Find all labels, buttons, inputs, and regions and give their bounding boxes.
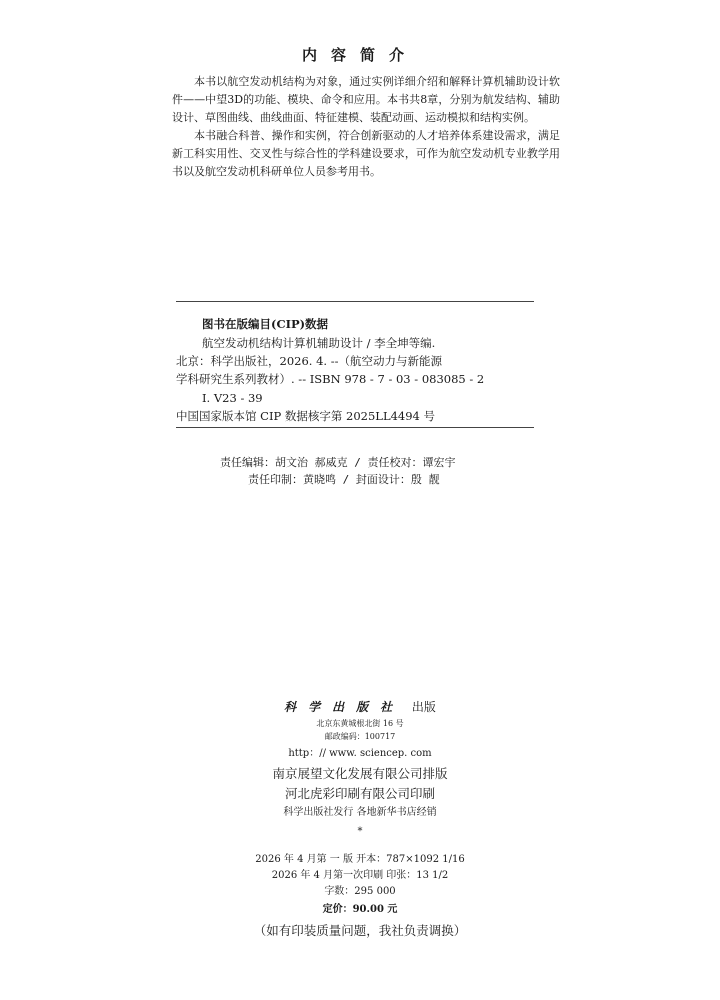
separator-star: *: [357, 826, 363, 837]
cip-line: 中国国家版本馆 CIP 数据核字第 2025LL4494 号: [176, 408, 436, 423]
word-count: 字数：295 000: [324, 886, 396, 897]
publisher-postcode: 邮政编码：100717: [324, 732, 396, 741]
cip-line: 航空发动机结构计算机辅助设计 / 李全坤等编.: [202, 336, 436, 350]
printing-line: 2026 年 4 月第一次印刷 印张：13 1/2: [271, 870, 449, 881]
distribution: 科学出版社发行 各地新华书店经销: [283, 807, 437, 818]
summary-body: [172, 73, 560, 181]
edition-line: 2026 年 4 月第 一 版 开本：787×1092 1/16: [255, 854, 465, 865]
cip-line: Ⅰ. V23 - 39: [202, 390, 263, 405]
cip-heading: 图书在版编目(CIP)数据: [202, 317, 329, 331]
publisher: [0, 698, 720, 715]
price: 定价：90.00 元: [322, 904, 398, 915]
typesetter: 南京展望文化发展有限公司排版: [272, 766, 448, 781]
staff-line: 责任编辑：胡文治 郝威克 / 责任校对：谭宏宇: [220, 456, 456, 469]
summary-paragraph: 本书融合科普、操作和实例，符合创新驱动的人才培养体系建设需求，满足新工科实用性、交叉性与综合性的学科建设要求，可作为航空发动机专业教学用书以及航空发动机科研单位人员参考用书。: [172, 129, 560, 178]
summary-title: 内容简介: [301, 46, 418, 64]
cip-record: [176, 334, 536, 425]
cip-line: 北京：科学出版社，2026. 4. --（航空动力与新能源: [176, 354, 442, 369]
cip-top-rule: [176, 301, 534, 302]
publisher-logo: 科学出版社: [284, 700, 405, 714]
staff-line: 责任印制：黄晓鸣 / 封面设计：殷 靓: [248, 473, 440, 486]
cip-bottom-rule: [176, 427, 534, 428]
quality-notice: （如有印装质量问题，我社负责调换）: [253, 923, 467, 938]
cip-line: 学科研究生系列教材）. -- ISBN 978 - 7 - 03 - 083085 - 2: [176, 372, 485, 387]
publisher-suffix: 出版: [411, 700, 436, 714]
printer: 河北虎彩印刷有限公司印刷: [284, 786, 435, 801]
summary-paragraph: 本书以航空发动机结构为对象，通过实例详细介绍和解释计算机辅助设计软件——中望3D的功能、模块、命令和应用。本书共8章，分别为航发结构、辅助设计、草图曲线、曲线曲面、特征建模、装配动画、运动模拟和结构实例。: [172, 75, 560, 124]
publisher-website: http：// www. sciencep. com: [288, 748, 432, 759]
publisher-address: 北京东黄城根北街 16 号: [316, 719, 404, 728]
